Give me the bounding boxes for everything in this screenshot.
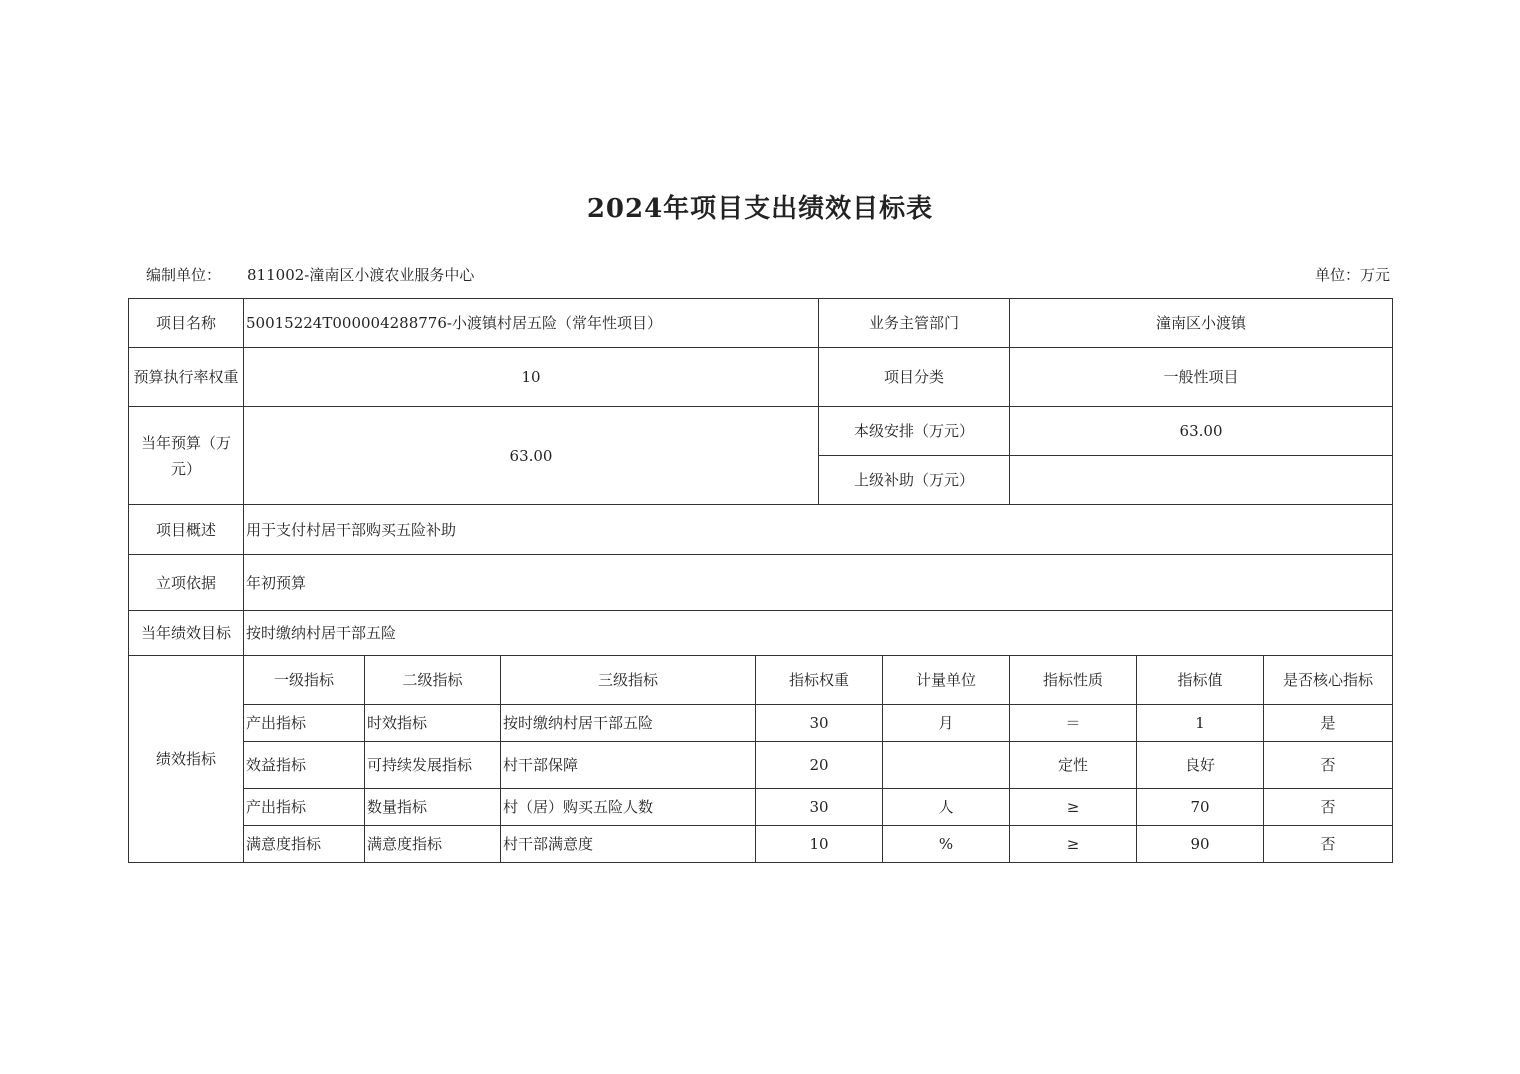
indicator-unit: % <box>883 826 1010 863</box>
local-label: 本级安排（万元） <box>819 407 1010 456</box>
indicator-value: 90 <box>1137 826 1264 863</box>
level1-indicator: 产出指标 <box>244 705 365 742</box>
header-value: 指标值 <box>1137 656 1264 705</box>
project-name-value: 50015224T000004288776-小渡镇村居五险（常年性项目） <box>244 299 819 348</box>
weight-value: 10 <box>244 348 819 407</box>
indicator-nature: ≥ <box>1010 789 1137 826</box>
level3-indicator: 村干部满意度 <box>501 826 756 863</box>
header-level3: 三级指标 <box>501 656 756 705</box>
level2-indicator: 可持续发展指标 <box>365 742 501 789</box>
row-goal <box>129 611 1393 656</box>
overview-label: 项目概述 <box>129 505 244 555</box>
category-value: 一般性项目 <box>1010 348 1393 407</box>
row-weight <box>129 348 1393 407</box>
table-row <box>129 789 1393 826</box>
row-project-name <box>129 299 1393 348</box>
header-core: 是否核心指标 <box>1264 656 1393 705</box>
dept-value: 潼南区小渡镇 <box>1010 299 1393 348</box>
budget-value: 63.00 <box>244 407 819 505</box>
level1-indicator: 满意度指标 <box>244 826 365 863</box>
project-name-label: 项目名称 <box>129 299 244 348</box>
overview-value: 用于支付村居干部购买五险补助 <box>244 505 1393 555</box>
header-nature: 指标性质 <box>1010 656 1137 705</box>
compiling-unit-value: 811002-潼南区小渡农业服务中心 <box>247 266 475 284</box>
local-value: 63.00 <box>1010 407 1393 456</box>
indicator-weight: 10 <box>756 826 883 863</box>
row-budget-local <box>129 407 1393 456</box>
level3-indicator: 村干部保障 <box>501 742 756 789</box>
dept-label: 业务主管部门 <box>819 299 1010 348</box>
indicator-value: 70 <box>1137 789 1264 826</box>
indicator-unit: 人 <box>883 789 1010 826</box>
indicator-core: 否 <box>1264 826 1393 863</box>
indicator-core: 是 <box>1264 705 1393 742</box>
goal-value: 按时缴纳村居干部五险 <box>244 611 1393 656</box>
indicator-header-row <box>129 656 1393 705</box>
indicator-nature: ＝ <box>1010 705 1137 742</box>
basis-label: 立项依据 <box>129 555 244 611</box>
level2-indicator: 时效指标 <box>365 705 501 742</box>
upper-label: 上级补助（万元） <box>819 456 1010 505</box>
compiling-unit-label: 编制单位： <box>146 266 222 284</box>
goal-label: 当年绩效目标 <box>129 611 244 656</box>
indicator-nature: 定性 <box>1010 742 1137 789</box>
page-title: 2024年项目支出绩效目标表 <box>586 194 934 224</box>
currency-unit: 单位：万元 <box>1314 266 1390 284</box>
performance-table <box>128 298 1393 863</box>
indicator-nature: ≥ <box>1010 826 1137 863</box>
table-row <box>129 826 1393 863</box>
indicator-unit <box>883 742 1010 789</box>
budget-label: 当年预算（万元） <box>129 407 244 505</box>
level3-indicator: 按时缴纳村居干部五险 <box>501 705 756 742</box>
level1-indicator: 效益指标 <box>244 742 365 789</box>
indicator-weight: 20 <box>756 742 883 789</box>
table-row <box>129 742 1393 789</box>
header-unit: 计量单位 <box>883 656 1010 705</box>
indicator-core: 否 <box>1264 789 1393 826</box>
upper-value <box>1010 456 1393 505</box>
row-basis <box>129 555 1393 611</box>
category-label: 项目分类 <box>819 348 1010 407</box>
indicators-section-label: 绩效指标 <box>129 656 244 863</box>
level2-indicator: 满意度指标 <box>365 826 501 863</box>
indicator-weight: 30 <box>756 705 883 742</box>
indicator-weight: 30 <box>756 789 883 826</box>
header-weight: 指标权重 <box>756 656 883 705</box>
basis-value: 年初预算 <box>244 555 1393 611</box>
indicator-core: 否 <box>1264 742 1393 789</box>
header-level2: 二级指标 <box>365 656 501 705</box>
indicator-unit: 月 <box>883 705 1010 742</box>
compiling-unit <box>146 264 474 285</box>
indicator-value: 良好 <box>1137 742 1264 789</box>
weight-label: 预算执行率权重 <box>129 348 244 407</box>
row-overview <box>129 505 1393 555</box>
level1-indicator: 产出指标 <box>244 789 365 826</box>
header-level1: 一级指标 <box>244 656 365 705</box>
indicator-value: 1 <box>1137 705 1264 742</box>
level3-indicator: 村（居）购买五险人数 <box>501 789 756 826</box>
level2-indicator: 数量指标 <box>365 789 501 826</box>
table-row <box>129 705 1393 742</box>
